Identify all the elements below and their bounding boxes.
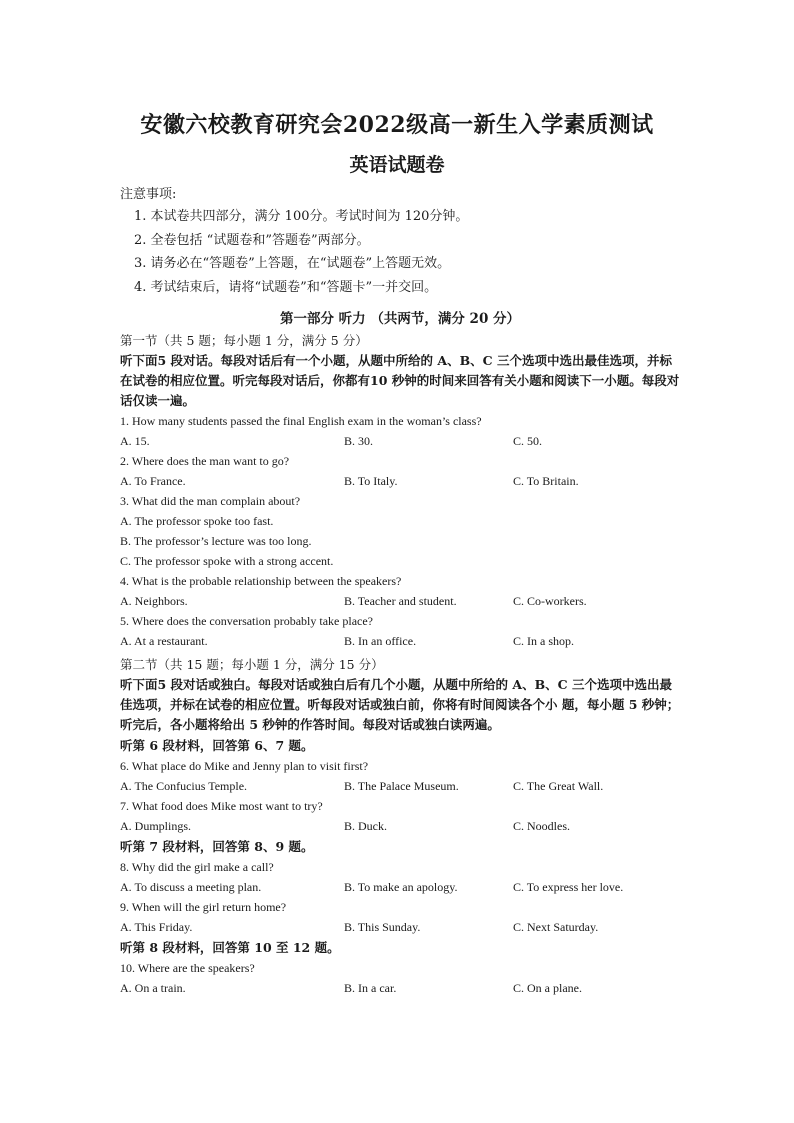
question <box>120 857 680 897</box>
section-heading: 第二节（共 15 题；每小题 1 分，满分 15 分） <box>120 657 384 672</box>
option-a: A. Neighbors. <box>120 594 188 608</box>
option-c: C. In a shop. <box>513 634 574 648</box>
options <box>120 816 680 836</box>
options <box>120 431 680 451</box>
question <box>120 796 680 836</box>
question <box>120 897 680 937</box>
option-c: C. To Britain. <box>513 474 579 488</box>
option-c: C. 50. <box>513 434 543 448</box>
question <box>120 411 680 451</box>
option-c: C. Co-workers. <box>513 594 587 608</box>
options <box>120 917 680 937</box>
option-b: B. In a car. <box>344 981 397 995</box>
question-text: 1. How many students passed the final English exam in the woman’s class? <box>120 414 482 428</box>
options <box>120 471 680 491</box>
section-instructions: 听下面5 段对话或独白。每段对话或独白后有几个小题，从题中所给的 A、B、C 三个选项中选出最佳选项，并标在试卷的相应位置。听每段对话或独白前，你将有时间阅读各个小 题，每小题 5 秒钟；听完后，各小题将给出 5 秒钟的作答时间。每段对话或独白读两遍。 <box>120 677 680 732</box>
option-a: A. To France. <box>120 474 186 488</box>
question-text: 5. Where does the conversation probably take place? <box>120 614 374 628</box>
question-text: 2. Where does the man want to go? <box>120 454 290 468</box>
option-b: B. This Sunday. <box>344 920 421 934</box>
option-a: A. To discuss a meeting plan. <box>120 880 262 894</box>
option-a: A. The professor spoke too fast. <box>120 514 274 528</box>
question <box>120 491 680 571</box>
question-text: 9. When will the girl return home? <box>120 900 287 914</box>
question <box>120 571 680 611</box>
exam-content <box>120 185 680 998</box>
section-instructions: 听下面5 段对话。每段对话后有一个小题，从题中所给的 A、B、C 三个选项中选出最佳选项，并标在试卷的相应位置。听完每段对话后，你都有10 秒钟的时间来回答有关小题和阅读下一小题。每段对话仅读一遍。 <box>120 353 680 408</box>
question-text: 10. Where are the speakers? <box>120 961 255 975</box>
section-heading: 第一节（共 5 题；每小题 1 分，满分 5 分） <box>120 333 368 348</box>
option-c: C. The Great Wall. <box>513 779 604 793</box>
notice-item: 2. 全卷包括 “试题卷和”答题卷”两部分。 <box>134 232 370 248</box>
option-b: B. To make an apology. <box>344 880 458 894</box>
material-label: 听第 7 段材料，回答第 8、9 题。 <box>120 839 314 854</box>
options <box>120 978 680 998</box>
option-b: B. 30. <box>344 434 374 448</box>
options <box>120 877 680 897</box>
notice-item: 3. 请务必在“答题卷”上答题，在“试题卷”上答题无效。 <box>134 256 451 271</box>
material-label: 听第 6 段材料，回答第 6、7 题。 <box>120 738 314 753</box>
option-c: C. On a plane. <box>513 981 582 995</box>
option-a: A. On a train. <box>120 981 186 995</box>
options <box>120 631 680 651</box>
option-a: A. At a restaurant. <box>120 634 208 648</box>
notice-item: 1. 本试卷共四部分，满分 100分。考试时间为 120分钟。 <box>134 209 469 224</box>
option-b: B. The professor’s lecture was too long. <box>120 534 312 548</box>
exam-title: 安徽六校教育研究会2022级高一新生入学素质测试 <box>140 112 654 138</box>
options <box>120 776 680 796</box>
material-label: 听第 8 段材料，回答第 10 至 12 题。 <box>120 940 340 955</box>
option-c: C. To express her love. <box>513 880 624 894</box>
question-text: 8. Why did the girl make a call? <box>120 860 274 874</box>
option-a: A. Dumplings. <box>120 819 192 833</box>
option-a: A. 15. <box>120 434 150 448</box>
options <box>120 591 680 611</box>
question-text: 6. What place do Mike and Jenny plan to visit first? <box>120 759 369 773</box>
question-text: 7. What food does Mike most want to try? <box>120 799 323 813</box>
question <box>120 611 680 651</box>
option-b: B. Duck. <box>344 819 387 833</box>
notice-heading: 注意事项: <box>120 187 177 202</box>
option-b: B. To Italy. <box>344 474 398 488</box>
notice-item: 4. 考试结束后，请将“试题卷”和“答题卡”一并交回。 <box>134 279 438 295</box>
part-heading: 第一部分 听力 （共两节，满分 20 分） <box>279 311 521 327</box>
option-b: B. Teacher and student. <box>344 594 457 608</box>
option-c: C. Next Saturday. <box>513 920 599 934</box>
question <box>120 756 680 796</box>
question <box>120 451 680 491</box>
option-a: A. This Friday. <box>120 920 193 934</box>
option-c: C. Noodles. <box>513 819 570 833</box>
option-b: B. In an office. <box>344 634 417 648</box>
option-a: A. The Confucius Temple. <box>120 779 248 793</box>
question-text: 4. What is the probable relationship between the speakers? <box>120 574 402 588</box>
exam-subtitle: 英语试题卷 <box>349 154 445 176</box>
option-b: B. The Palace Museum. <box>344 779 459 793</box>
question-text: 3. What did the man complain about? <box>120 494 301 508</box>
question <box>120 958 680 998</box>
option-c: C. The professor spoke with a strong accent. <box>120 554 334 568</box>
